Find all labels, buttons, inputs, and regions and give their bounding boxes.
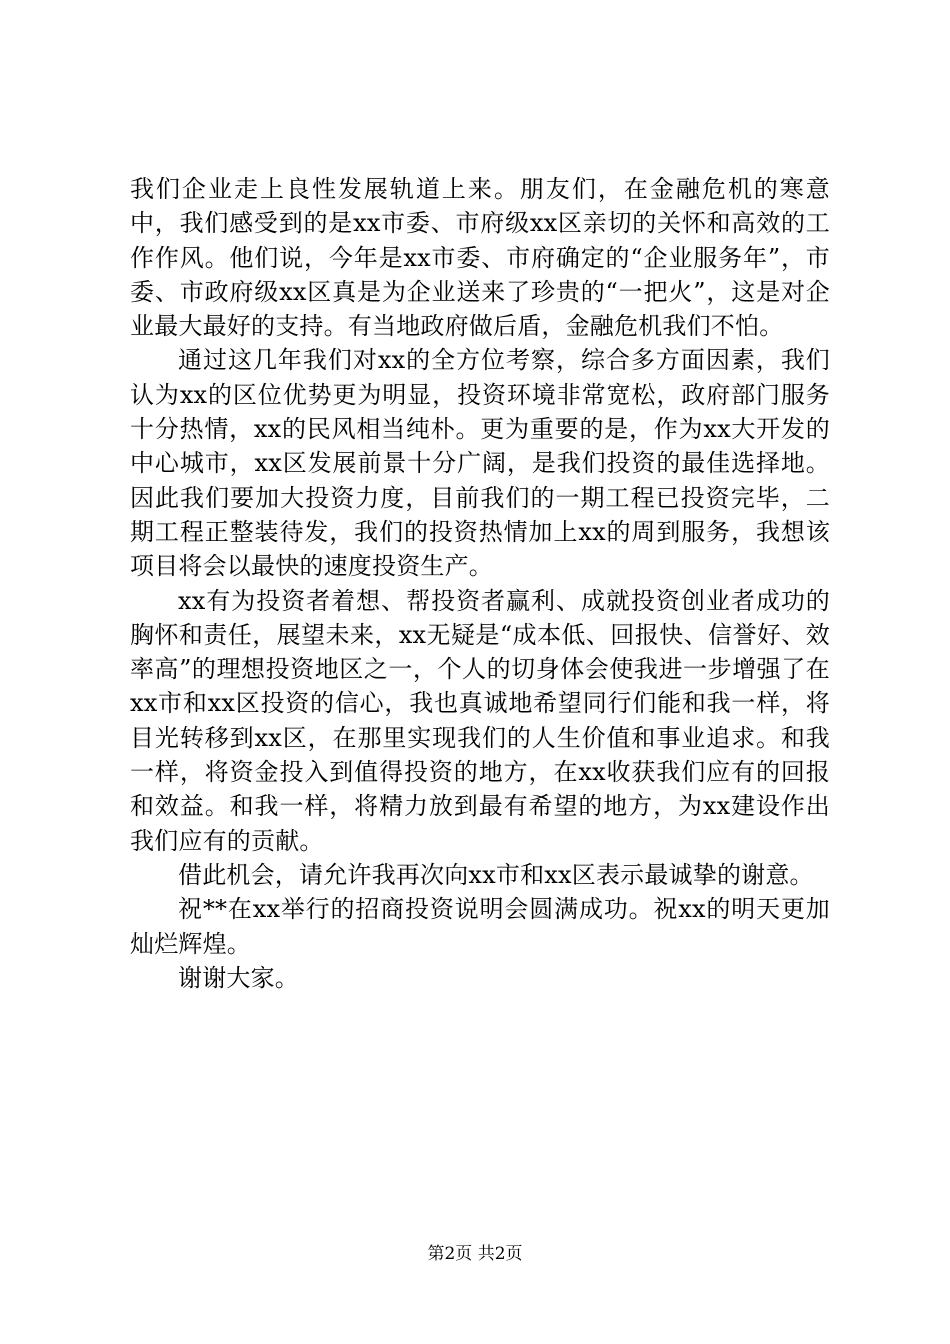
paragraph-continuation: 我们企业走上良性发展轨道上来。朋友们，在金融危机的寒意中，我们感受到的是xx市委、市府级xx区亲切的关怀和高效的工作作风。他们说，今年是xx市委、市府确定的“企业服务年”，市委、市政府级xx区真是为企业送来了珍贵的“一把火”，这是对企业最大最好的支持。有当地政府做后盾，金融危机我们不怕。 [130,175,830,341]
page-footer [0,1243,950,1265]
page-number-label: 第2页 共2页 [427,1244,523,1264]
paragraph-future-outlook: xx有为投资者着想、帮投资者赢利、成就投资创业者成功的胸怀和责任，展望未来，xx无疑是“成本低、回报快、信誉好、效率高”的理想投资地区之一，个人的切身体会使我进一步增强了在xx市和xx区投资的信心，我也真诚地希望同行们能和我一样，将目光转移到xx区，在那里实现我们的人生价值和事业追求。和我一样，将资金投入到值得投资的地方，在xx收获我们应有的回报和效益。和我一样，将精力放到最有希望的地方，为xx建设作出我们应有的贡献。 [130,586,830,855]
paragraph-thanks: 借此机会，请允许我再次向xx市和xx区表示最诚挚的谢意。 [178,860,814,889]
paragraph-wishes: 祝**在xx举行的招商投资说明会圆满成功。祝xx的明天更加灿烂辉煌。 [130,895,830,958]
paragraph-investment-survey: 通过这几年我们对xx的全方位考察，综合多方面因素，我们认为xx的区位优势更为明显，投资环境非常宽松，政府部门服务十分热情，xx的民风相当纯朴。更为重要的是，作为xx大开发的中心城市，xx区发展前景十分广阔，是我们投资的最佳选择地。因此我们要加大投资力度，目前我们的一期工程已投资完毕，二期工程正整装待发，我们的投资热情加上xx的周到服务，我想该项目将会以最快的速度投资生产。 [130,346,830,581]
paragraph-closing: 谢谢大家。 [178,963,299,992]
document-body [130,172,830,995]
